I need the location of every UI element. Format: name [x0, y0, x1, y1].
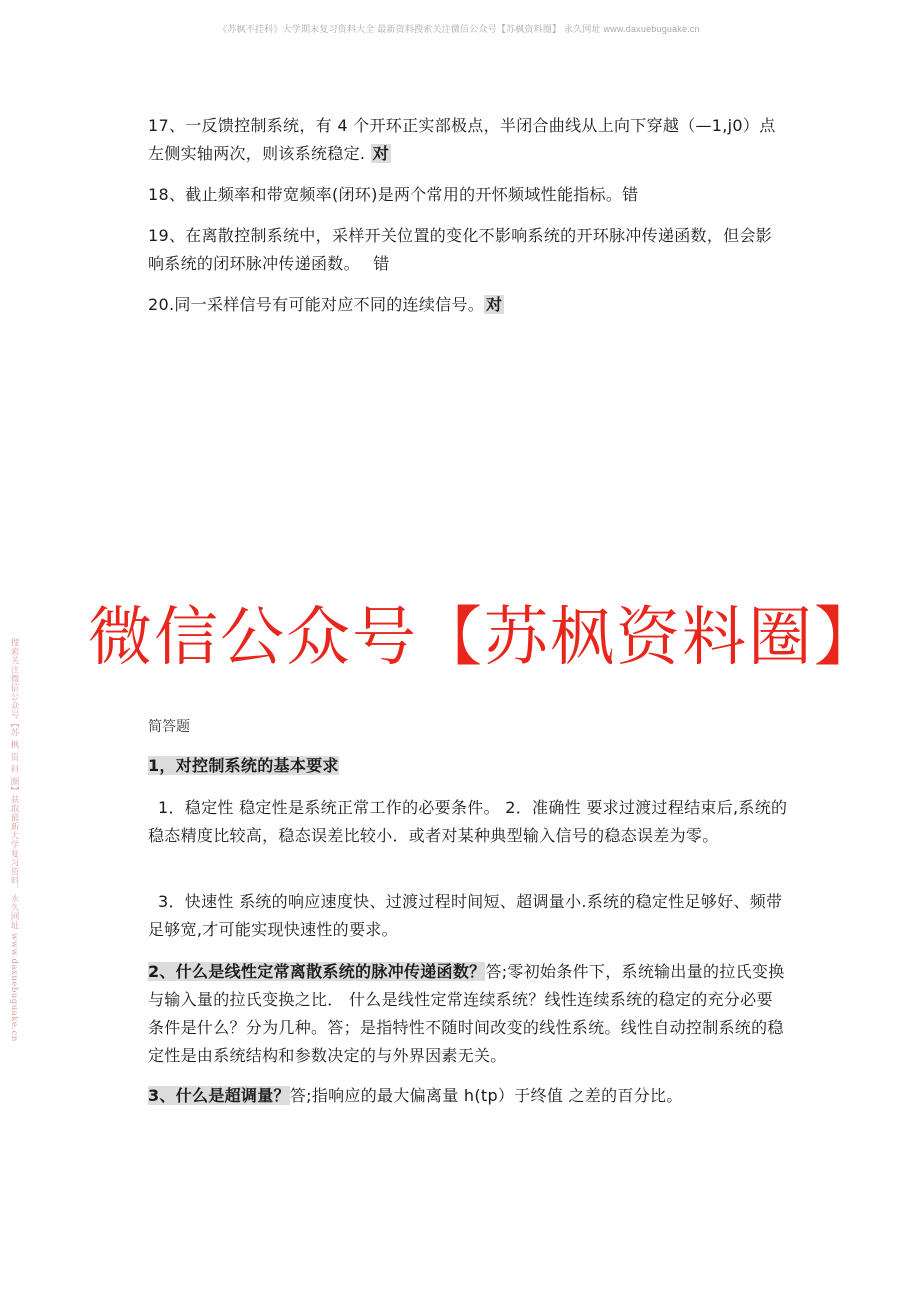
q3-block — [148, 1082, 788, 1110]
q3-title: 3、什么是超调量？ — [148, 1086, 290, 1105]
question-19 — [148, 222, 788, 278]
question-text: 17、一反馈控制系统，有 4 个开环正实部极点，半闭合曲线从上向下穿越（—1,j0）点左侧实轴两次，则该系统稳定. — [148, 116, 776, 163]
wechat-watermark: 微信公众号【苏枫资料圈】 — [88, 601, 880, 675]
question-20 — [148, 291, 788, 319]
question-text: 19、在离散控制系统中，采样开关位置的变化不影响系统的开环脉冲传递函数，但会影响系统的闭环脉冲传递函数。 — [148, 226, 773, 273]
q1-paragraph-1: 1．稳定性 稳定性是系统正常工作的必要条件。 2．准确性 要求过渡过程结束后,系统的稳态精度比较高，稳态误差比较小．或者对某种典型输入信号的稳态误差为零。 — [148, 798, 788, 845]
q2-body: 答;零初始条件下，系统输出量的拉氏变换与输入量的拉氏变换之比． 什么是线性定常连续系统？线性连续系统的稳定的充分必要条件是什么？分为几种。答；是指特性不随时间改变的线性系统。线性自动控制系统的稳定性是由系统结构和参数决定的与外界因素无关。 — [148, 962, 785, 1065]
answer-badge: 错 — [373, 254, 390, 273]
q3-body: 答;指响应的最大偏离量 h(tp）于终值 之差的百分比。 — [289, 1086, 683, 1105]
answer-badge: 错 — [622, 185, 639, 204]
question-text: 20.同一采样信号有可能对应不同的连续信号。 — [148, 295, 485, 314]
q1-title-row — [148, 752, 788, 780]
question-17 — [148, 112, 788, 168]
question-18 — [148, 181, 788, 209]
q1-title: 1，对控制系统的基本要求 — [148, 756, 339, 775]
answer-badge: 对 — [372, 144, 389, 163]
page-header: 《苏枫不挂科》大学期末复习资料大全 最新资料搜索关注微信公众号【苏枫资料圈】 永久网址 www.daxuebuguake.cn — [218, 24, 700, 34]
q2-title: 2、什么是线性定常离散系统的脉冲传递函数？ — [148, 962, 486, 981]
question-text: 18、截止频率和带宽频率(闭环)是两个常用的开怀频域性能指标。 — [148, 185, 623, 204]
q2-block — [148, 958, 788, 1070]
side-watermark: 搜索关注微信公众号【苏 枫 资 料 圈】获取最新大学复习资料，永久网址 www.daxuebuguake.cn — [9, 638, 19, 1042]
answer-badge: 对 — [486, 295, 503, 314]
section-title: 简答题 — [148, 719, 190, 735]
q1-paragraph-2: 3．快速性 系统的响应速度快、过渡过程时间短、超调量小.系统的稳定性足够好、频带足够宽,才可能实现快速性的要求。 — [148, 892, 783, 939]
